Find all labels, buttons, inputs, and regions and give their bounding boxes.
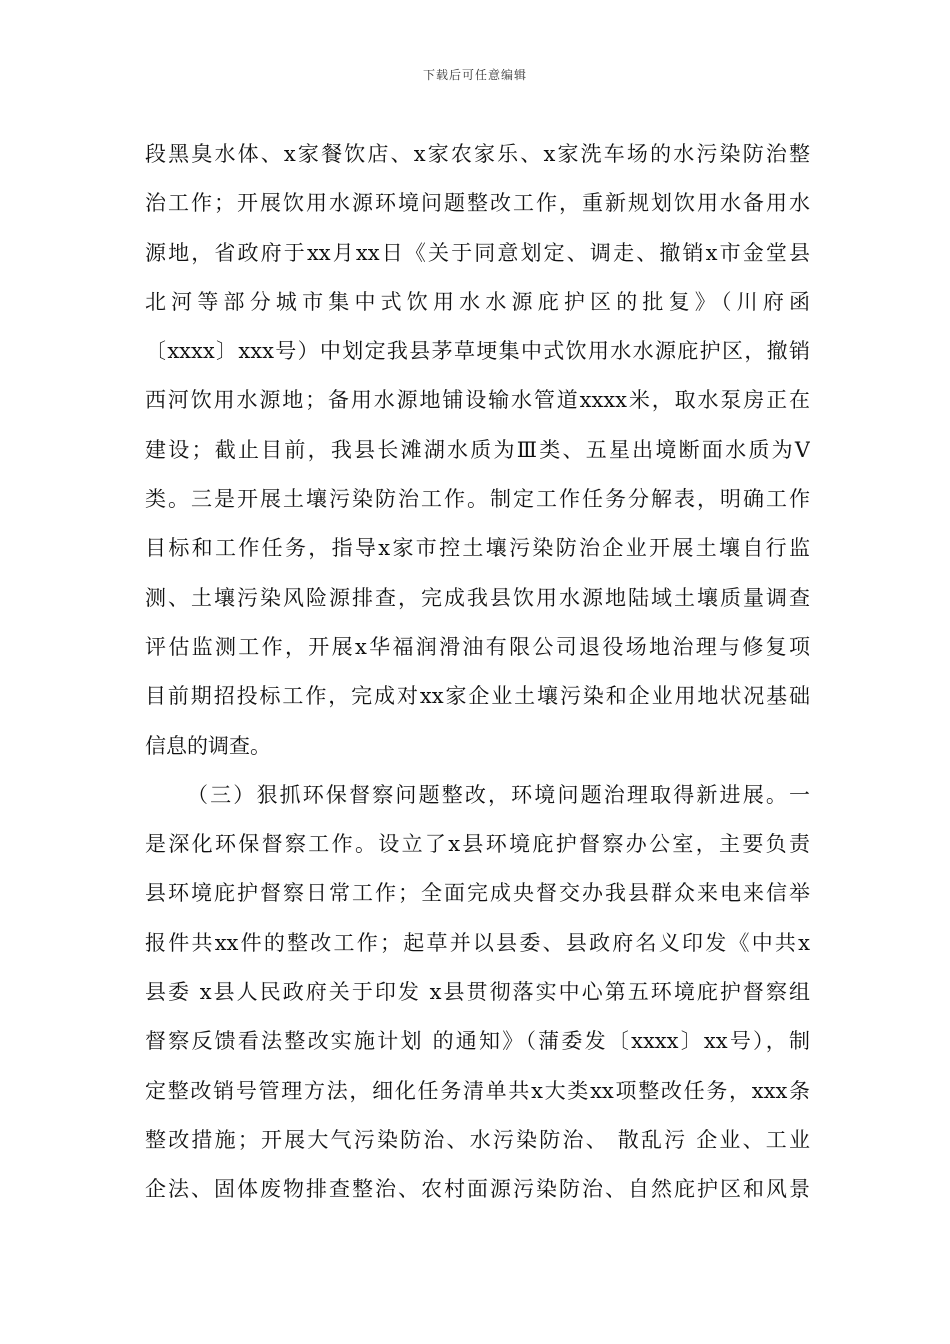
text-line: 目前期招投标工作，完成对xx家企业土壤污染和企业用地状况基础 <box>145 684 810 709</box>
text-line: 北河等部分城市集中式饮用水水源庇护区的批复》（川府函 <box>145 289 810 314</box>
text-line: 段黑臭水体、x家餐饮店、x家农家乐、x家洗车场的水污染防治整 <box>145 142 810 166</box>
text-line: 企法、固体废物排查整治、农村面源污染防治、自然庇护区和风景 <box>145 1177 810 1202</box>
text-line: 是深化环保督察工作。设立了x县环境庇护督察办公室，主要负责 <box>145 832 810 857</box>
text-line: 西河饮用水源地；备用水源地铺设输水管道xxxx米，取水泵房正在 <box>145 388 810 413</box>
text-line: 类。三是开展土壤污染防治工作。制定工作任务分解表，明确工作 <box>145 487 810 512</box>
text-line: （三）狠抓环保督察问题整改，环境问题治理取得新进展。一 <box>187 782 810 807</box>
text-line: 评估监测工作，开展x华福润滑油有限公司退役场地治理与修复项 <box>145 634 810 659</box>
text-line: 测、土壤污染风险源排查，完成我县饮用水源地陆域土壤质量调查 <box>145 585 810 610</box>
text-line: 信息的调查。 <box>145 733 271 758</box>
text-line: 整改措施；开展大气污染防治、水污染防治、 散乱污 企业、工业 <box>145 1127 810 1152</box>
text-line: 定整改销号管理方法，细化任务清单共x大类xx项整改任务，xxx条 <box>145 1078 810 1103</box>
text-line: 〔xxxx〕xxx号）中划定我县茅草埂集中式饮用水水源庇护区，撤销 <box>145 339 810 364</box>
text-line: 督察反馈看法整改实施计划 的通知》（蒲委发〔xxxx〕xx号），制 <box>145 1029 810 1054</box>
text-line: 县委 x县人民政府关于印发 x县贯彻落实中心第五环境庇护督察组 <box>145 980 810 1005</box>
text-line: 建设；截止目前，我县长滩湖水质为Ⅲ类、五星出境断面水质为Ⅴ <box>145 437 810 462</box>
text-line: 源地，省政府于xx月xx日《关于同意划定、调走、撤销x市金堂县 <box>145 240 810 265</box>
body-text <box>145 130 810 1215</box>
text-line: 县环境庇护督察日常工作；全面完成央督交办我县群众来电来信举 <box>145 881 810 906</box>
text-line: 报件共xx件的整改工作；起草并以县委、县政府名义印发《中共x <box>145 930 810 955</box>
text-line: 治工作；开展饮用水源环境问题整改工作，重新规划饮用水备用水 <box>145 191 810 216</box>
header-note: 下载后可任意编辑 <box>422 68 527 82</box>
text-line: 目标和工作任务，指导x家市控土壤污染防治企业开展土壤自行监 <box>145 536 810 561</box>
